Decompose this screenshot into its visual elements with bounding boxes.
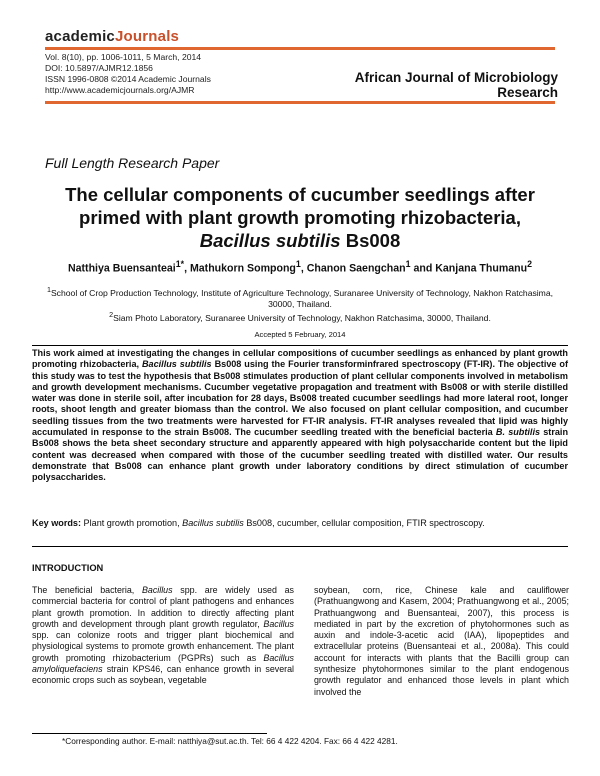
footnote-rule <box>32 733 267 734</box>
keywords-label: Key words: <box>32 518 82 528</box>
author-list: Natthiya Buensanteai$^{1*}$, Mathukorn Sompong$^1$, Chanon Saengchan$^1$ and Kanjana Thumanu$^2$ <box>67 259 533 275</box>
section-heading-introduction: INTRODUCTION <box>32 563 104 573</box>
meta-issn: ISSN 1996-0808 ©2014 Academic Journals <box>45 74 211 84</box>
journal-name: African Journal of Microbiology Research <box>354 70 558 100</box>
author-name: Mathukorn Sompong <box>189 262 296 275</box>
abstract-rule-top <box>32 345 568 346</box>
header-rule-top <box>45 47 555 50</box>
author-name: Chanon Saengchan <box>306 262 406 275</box>
paper-title: The cellular components of cucumber seedlings after primed with plant growth promoting rhizobacteria, Bacillus subtilis Bs008 <box>65 184 535 251</box>
keywords: Key words: Plant growth promotion, Bacillus subtilis Bs008, cucumber, cellular composition, FTIR spectroscopy. <box>32 518 485 528</box>
article-meta <box>45 52 295 96</box>
affiliation-1: $^1$School of Crop Production Technology, Institute of Agriculture Technology, Suranaree University of Technology, Nakhon Ratchasima, 30000, Thailand. <box>46 286 554 310</box>
meta-volume: Vol. 8(10), pp. 1006-1011, 5 March, 2014 <box>45 52 202 62</box>
affiliation-2: $^2$Siam Photo Laboratory, Suranaree University of Technology, Nakhon Ratchasima, 30000, Thailand. <box>109 311 491 324</box>
header-rule-bottom <box>45 101 555 104</box>
author-name: Natthiya Buensanteai <box>67 262 176 275</box>
author-name: Kanjana Thumanu <box>435 262 528 275</box>
abstract: This work aimed at investigating the changes in cellular compositions of cucumber seedlings as enhanced by plant growth promoting rhizobacteria, Bacillus subtilis Bs008 using the Fourier transforminfrared spectroscopy (FT-IR). The objective of this study was to test the hypothesis that Bs008 stimulates production of plant cellular components involved in metabolism and growth development mechanisms. Cucumber vegetative propagation and treatment with Bs008 or with sterile distilled water was done in sterile soil, after incubation for 28 days, Bs008 treated cucumber seedlings had more lateral root, longer roots, shoot length and greater biomass than the control. We also focused on plant cellular composition, and cucumber seedling tissues from the two treatments were harvested for FT-IR analysis. FT-IR analyses revealed that lipid was highly accumulated in response to the strain Bs008. The cucumber seedling treated with the beneficial bacteria B. subtilis strain Bs008 shows the beta sheet secondary structure and apparently appeared with high polysaccharide content but the lipid content was decreased when compared with those of the cucumber seedling treated with distilled water. Our results demonstrate that Bs008 can enhance plant growth under laboratory conditions by direct stimulation of cucumber polysaccharides. <box>32 348 569 483</box>
body-column-right: soybean, corn, rice, Chinese kale and cauliflower (Prathuangwong and Kasem, 2004; Prathuangwong et al., 2005; Prathuangwong and Buensanteai, 2007), this process is mediated in part by the excretion of phytohormones such as auxin and indole-3-acetic acid (IAA), lipopeptides and extracellular proteins (Buensanteai et al., 2008a). This could account for interacts with plants that the Bacilli group can synthesize phytohormones similar to the plant endogenous growth regulator and enhanced those levels in plant which involved the <box>314 585 569 697</box>
body-column-left: The beneficial bacteria, Bacillus spp. are widely used as commercial bacteria for control of plant pathogens and enhances plant growth promotion. In addition to directly affecting plant growth and development through plant growth regulator, Bacillus spp. can colonize roots and trigger plant biochemical and physiological systems to promote growth enhancement. The plant growth promoting rhizobacterium (PGPRs) such as Bacillus amyloliquefaciens strain KPS46, can enhance growth in several economic crops such as soybean, vegetable <box>32 585 294 686</box>
abstract-rule-bottom <box>32 546 568 547</box>
meta-doi: DOI: 10.5897/AJMR12.1856 <box>45 63 153 73</box>
meta-url[interactable]: http://www.academicjournals.org/AJMR <box>45 85 195 95</box>
journal-logo: academicJournals <box>45 28 180 45</box>
paper-type: Full Length Research Paper <box>45 155 220 171</box>
accepted-date: Accepted 5 February, 2014 <box>254 330 346 339</box>
corresponding-author-footnote: *Corresponding author. E-mail: natthiya@sut.ac.th. Tel: 66 4 422 4204. Fax: 66 4 422 4281. <box>62 736 398 746</box>
affiliations <box>45 285 555 325</box>
